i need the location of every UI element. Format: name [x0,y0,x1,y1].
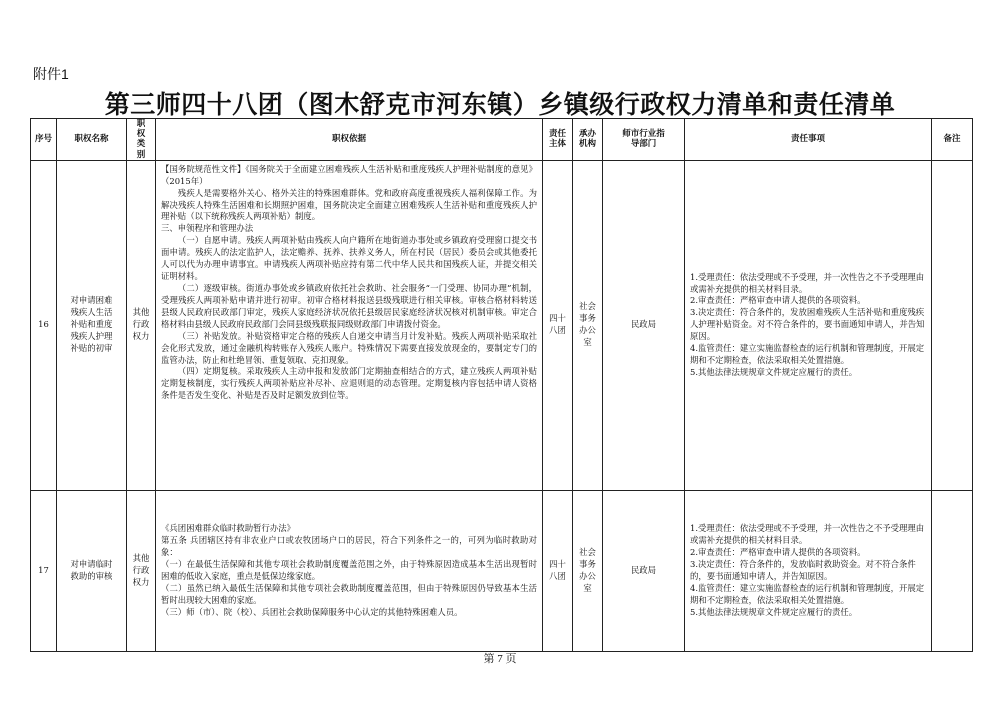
header-category: 职权类别 [127,119,156,161]
header-agency: 承办机构 [573,119,603,161]
page-number: 第 7 页 [483,653,517,665]
attachment-label: 附件1 [33,66,69,82]
header-seq: 序号 [31,119,57,161]
row-agency: 社会事务办公室 [573,490,603,651]
row-category: 其他行政权力 [127,490,156,651]
power-responsibility-table [30,118,973,652]
document-title: 第三师四十八团（图木舒克市河东镇）乡镇级行政权力清单和责任清单 [104,90,896,119]
row-category: 其他行政权力 [127,160,156,490]
row-subject: 四十八团 [543,490,573,651]
header-duties: 责任事项 [685,119,932,161]
table-row [31,490,973,651]
row-seq: 17 [31,490,57,651]
row-dept: 民政局 [603,490,685,651]
row-dept: 民政局 [603,160,685,490]
row-subject: 四十八团 [543,160,573,490]
row-basis: 《兵团困难群众临时救助暂行办法》 第五条 兵团辖区持有非农业户口或农牧团场户口的居民，符合下列条件之一的，可列为临时救助对象： （一）在最低生活保障和其他专项社会救助制度覆盖范围之外，由于特殊原因造成基本生活出现暂时困难的低收入家庭，重点是低保边缘家庭。 （二）虽然已纳入最低生活保障和其他专项社会救助制度覆盖范围，但由于特殊原因仍导致基本生活暂时出现较大困难的家庭。 （三）师（市）、院（校）、兵团社会救助保障服务中心认定的其他特殊困难人员。 [156,490,543,651]
row-agency: 社会事务办公室 [573,160,603,490]
row-duties: 1.受理责任：依法受理或不予受理，并一次性告之不予受理理由或需补充提供的相关材料目录。 2.审查责任：严格审查申请人提供的各项资料。 3.决定责任：符合条件的，发放困难残疾人生活补贴和重度残疾人护理补贴资金。对不符合条件的，要书面通知申请人，并告知原因。 4.监管责任：建立实施监督检查的运行机制和管理制度，开展定期和不定期检查，依法采取相关处置措施。 5.其他法律法规规章文件规定应履行的责任。 [685,160,932,490]
header-basis: 职权依据 [156,119,543,161]
header-remark: 备注 [932,119,973,161]
row-power-name: 对申请困难残疾人生活补贴和重度残疾人护理补贴的初审 [57,160,127,490]
row-duties: 1.受理责任：依法受理或不予受理，并一次性告之不予受理理由或需补充提供的相关材料目录。 2.审查责任：严格审查申请人提供的各项资料。 3.决定责任：符合条件的，发放临时救助资金。对不符合条件的，要书面通知申请人，并告知原因。 4.监管责任：建立实施监督检查的运行机制和管理制度，开展定期和不定期检查，依法采取相关处置措施。 5.其他法律法规规章文件规定应履行的责任。 [685,490,932,651]
row-basis: 【国务院规范性文件】《国务院关于全面建立困难残疾人生活补贴和重度残疾人护理补贴制度的意见》（2015年） 残疾人是需要格外关心、格外关注的特殊困难群体。党和政府高度重视残疾人福利保障工作。为解决残疾人特殊生活困难和长期照护困难，国务院决定全面建立困难残疾人生活补贴和重度残疾人护理补贴（以下统称残疾人两项补贴）制度。 三、申领程序和管理办法 （一）自愿申请。残疾人两项补贴由残疾人向户籍所在地街道办事处或乡镇政府受理窗口提交书面申请。残疾人的法定监护人，法定赡养、抚养、扶养义务人，所在村民（居民）委员会或其他委托人可以代为办理申请事宜。申请残疾人两项补贴应持有第二代中华人民共和国残疾人证，并提交相关证明材料。 （二）逐级审核。街道办事处或乡镇政府依托社会救助、社会服务“一门受理、协同办理”机制，受理残疾人两项补贴申请并进行初审。初审合格材料报送县级残联进行相关审核。审核合格材料转送县级人民政府民政部门审定，残疾人家庭经济状况依托县级居民家庭经济状况核对机制审核。审定合格材料由县级人民政府民政部门会同县级残联报同级财政部门申请拨付资金。 （三）补贴发放。补贴资格审定合格的残疾人自递交申请当月计发补贴。残疾人两项补贴采取社会化形式发放，通过金融机构转账存入残疾人账户。特殊情况下需要直接发放现金的，要制定专门的监管办法，防止和杜绝冒领、重复领取、克扣现象。 （四）定期复核。采取残疾人主动申报和发放部门定期抽查相结合的方式，建立残疾人两项补贴定期复核制度，实行残疾人两项补贴应补尽补、应退则退的动态管理。定期复核内容包括申请人资格条件是否发生变化、补贴是否及时足额发放到位等。 [156,160,543,490]
table-header-row [31,119,973,161]
header-dept: 师市行业指导部门 [603,119,685,161]
row-remark [932,490,973,651]
row-seq: 16 [31,160,57,490]
row-power-name: 对申请临时救助的审核 [57,490,127,651]
header-subject: 责任主体 [543,119,573,161]
row-remark [932,160,973,490]
header-name: 职权名称 [57,119,127,161]
table-row [31,160,973,490]
